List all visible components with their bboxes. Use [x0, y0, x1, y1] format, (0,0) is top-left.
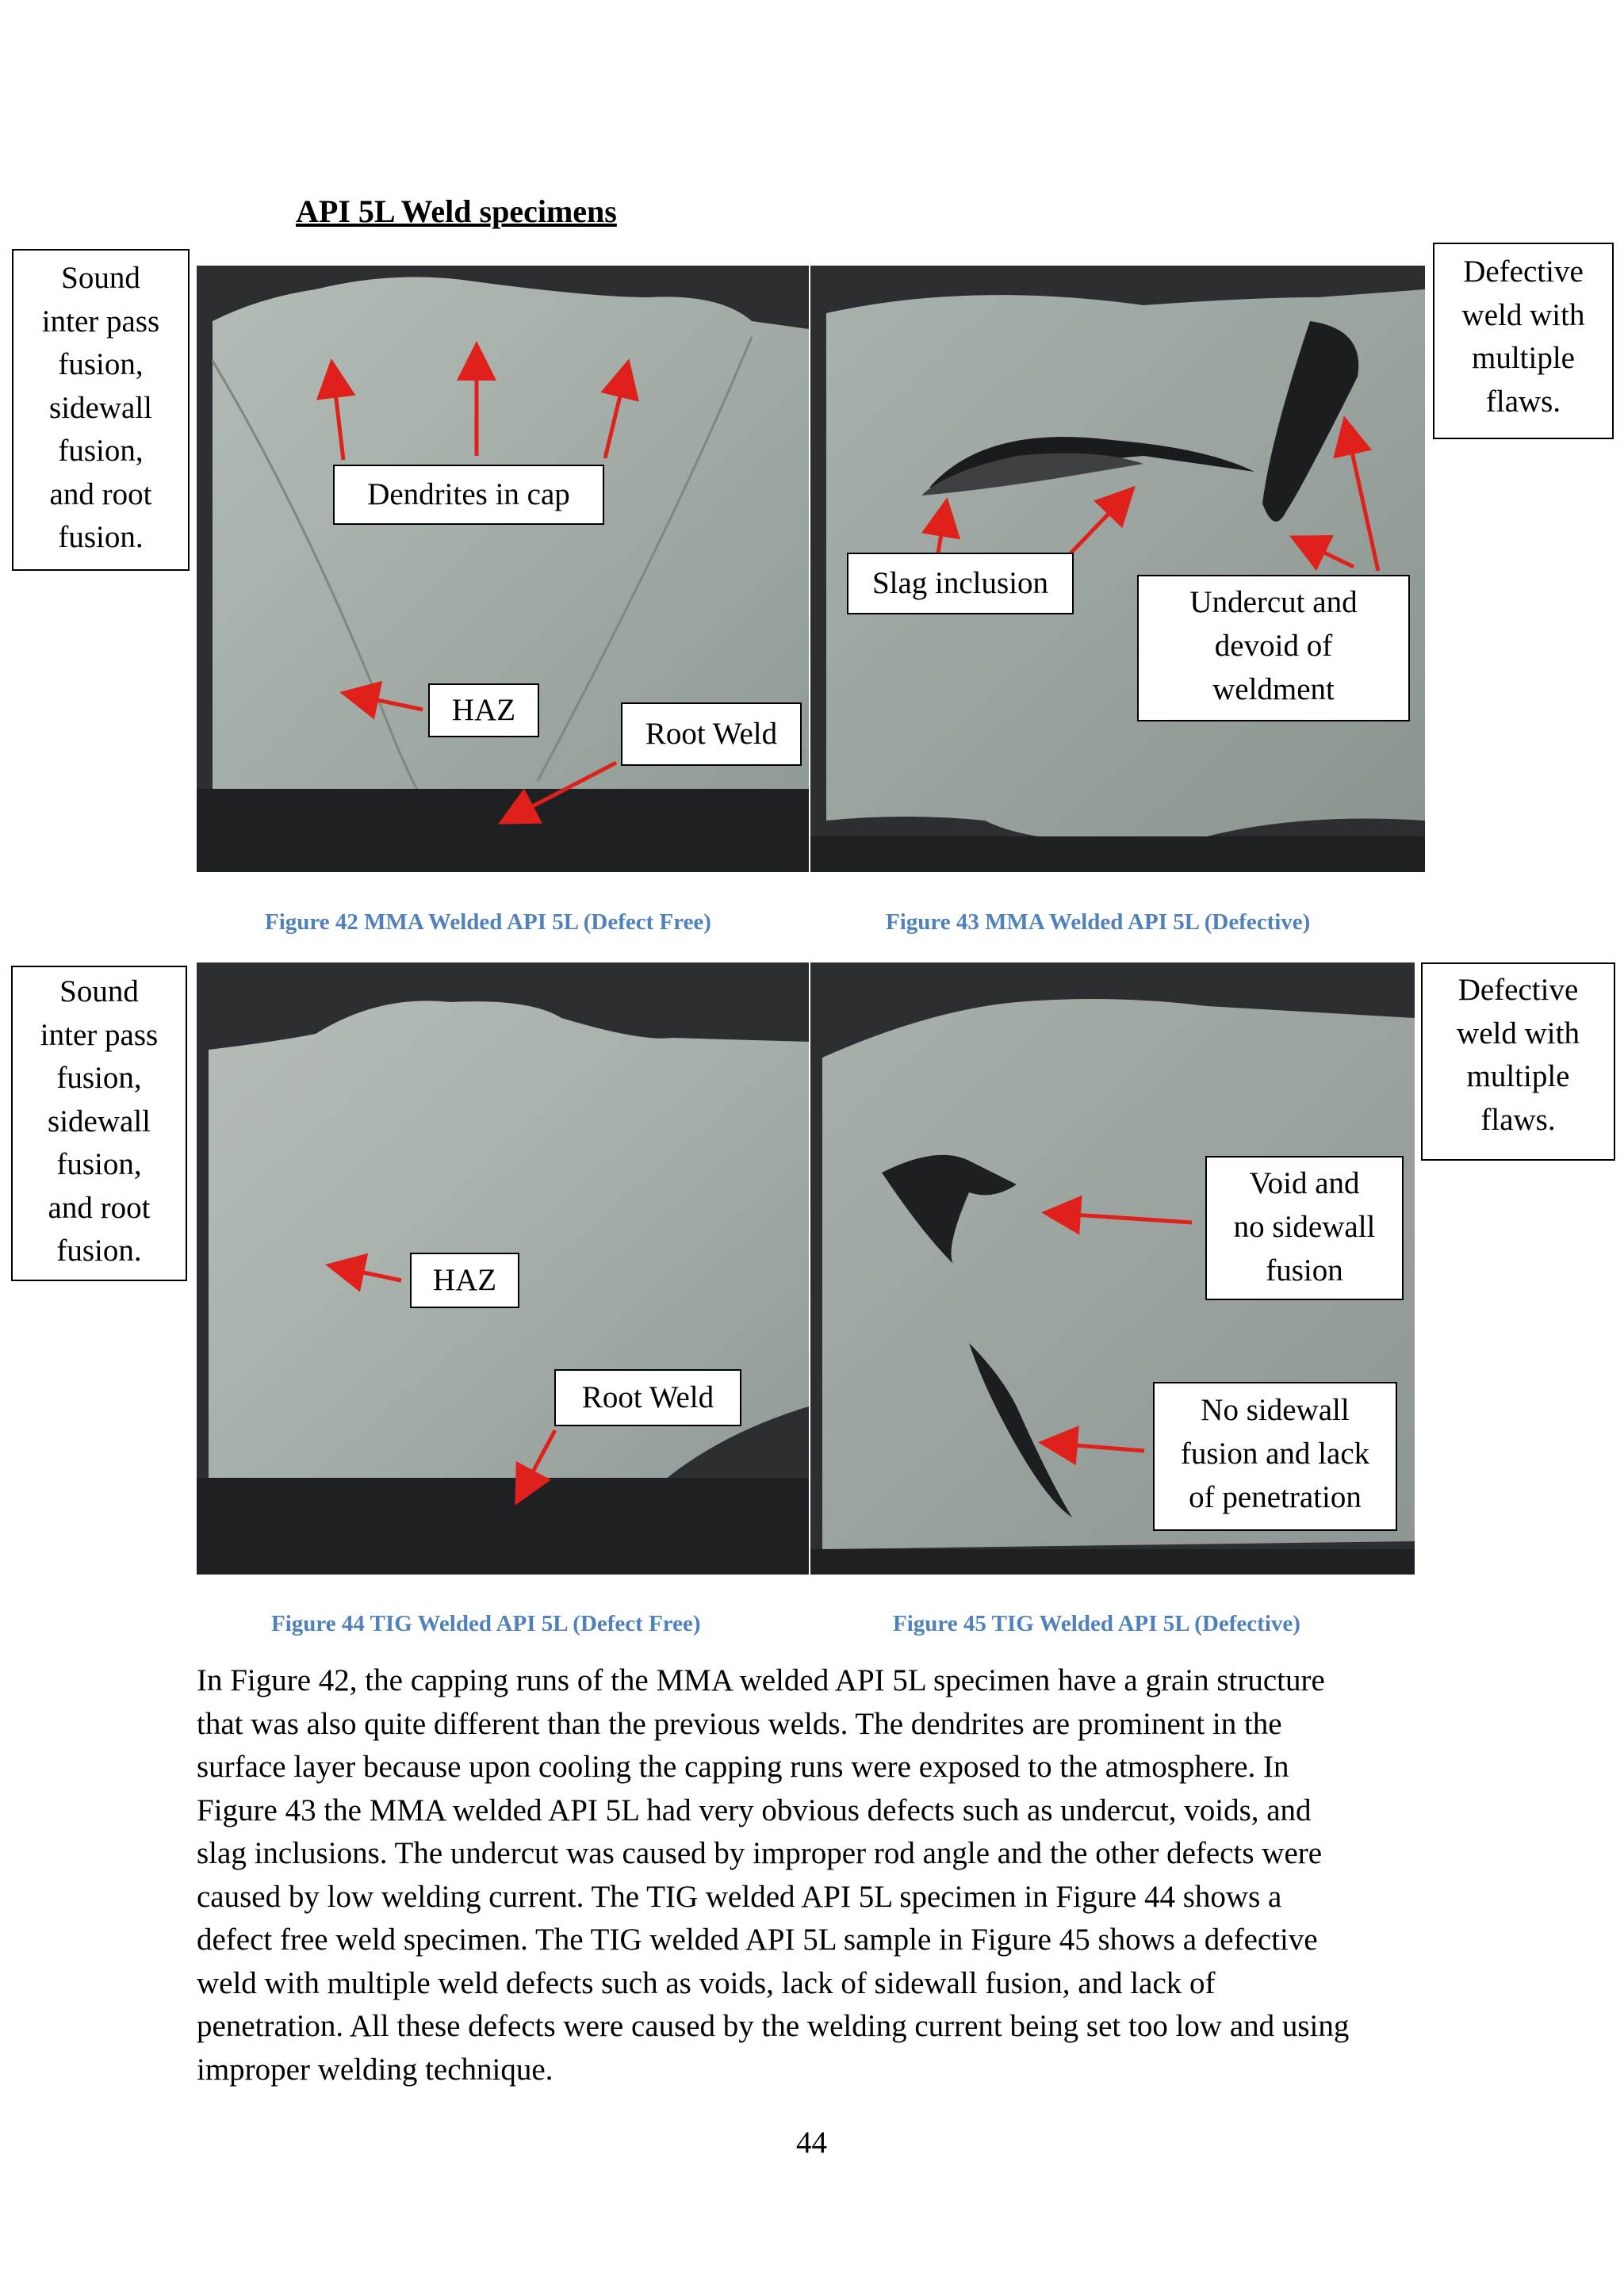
caption-figure-42: Figure 42 MMA Welded API 5L (Defect Free) [265, 909, 711, 935]
callout-undercut: Undercut and devoid of weldment [1137, 575, 1410, 721]
body-line: defect free weld specimen. The TIG welded API 5L sample in Figure 45 shows a defective [197, 1923, 1318, 1957]
side-note-sound-bottom: Sound inter pass fusion, sidewall fusion, and root fusion. [11, 966, 187, 1281]
side-note-defective-top: Defective weld with multiple flaws. [1433, 243, 1614, 439]
figure-42-image [197, 266, 809, 872]
callout-slag-inclusion: Slag inclusion [847, 553, 1074, 614]
body-line: caused by low welding current. The TIG welded API 5L specimen in Figure 44 shows a [197, 1879, 1282, 1914]
caption-figure-45: Figure 45 TIG Welded API 5L (Defective) [893, 1611, 1300, 1636]
section-heading: API 5L Weld specimens [296, 193, 617, 229]
callout-void: Void and no sidewall fusion [1205, 1156, 1404, 1300]
body-line: slag inclusions. The undercut was caused by improper rod angle and the other defects were [197, 1836, 1323, 1870]
body-line: In Figure 42, the capping runs of the MMA welded API 5L specimen have a grain structure [197, 1663, 1325, 1697]
callout-haz-44: HAZ [410, 1253, 519, 1308]
callout-root-weld-42: Root Weld [621, 702, 802, 766]
callout-haz-42: HAZ [428, 683, 539, 737]
body-paragraph [197, 1659, 1426, 2091]
callout-dendrites-in-cap: Dendrites in cap [333, 465, 604, 525]
body-line: weld with multiple weld defects such as voids, lack of sidewall fusion, and lack of [197, 1965, 1216, 2000]
body-line: improper welding technique. [197, 2052, 553, 2087]
body-line: Figure 43 the MMA welded API 5L had very obvious defects such as undercut, voids, and [197, 1793, 1312, 1827]
side-note-sound-top: Sound inter pass fusion, sidewall fusion, and root fusion. [12, 249, 190, 571]
callout-root-weld-44: Root Weld [554, 1369, 741, 1426]
callout-no-sidewall: No sidewall fusion and lack of penetration [1153, 1382, 1397, 1531]
caption-figure-44: Figure 44 TIG Welded API 5L (Defect Free) [271, 1611, 701, 1636]
page-number: 44 [796, 2126, 827, 2160]
side-note-defective-bottom: Defective weld with multiple flaws. [1421, 962, 1615, 1161]
body-line: that was also quite different than the previous welds. The dendrites are prominent in the [197, 1706, 1282, 1741]
caption-figure-43: Figure 43 MMA Welded API 5L (Defective) [886, 909, 1311, 935]
body-line: penetration. All these defects were caused by the welding current being set too low and using [197, 2009, 1350, 2043]
body-line: surface layer because upon cooling the capping runs were exposed to the atmosphere. In [197, 1750, 1289, 1784]
